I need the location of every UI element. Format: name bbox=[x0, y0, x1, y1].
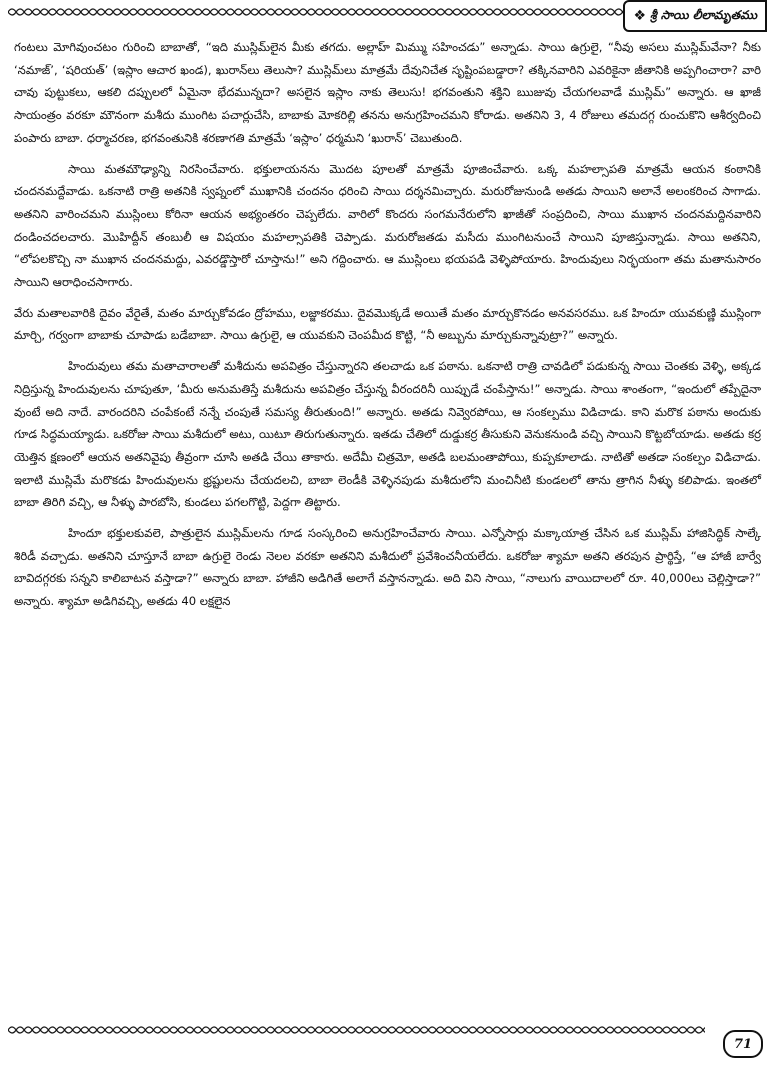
book-title: శ్రీ సాయి లీలామృతము bbox=[650, 7, 757, 22]
page-body bbox=[14, 36, 761, 1018]
ornament-pattern-icon bbox=[8, 6, 655, 18]
book-title-badge bbox=[623, 0, 767, 32]
ornament-pattern-icon bbox=[8, 1024, 705, 1036]
paragraph-4: హిందువులు తమ మతాచారాలతో మశీదును అపవిత్రం చేస్తున్నారని తలచాడు ఒక పఠాను. ఒకనాటి రాత్రి చావడిలో పడుకున్న సాయి చెంతకు వెళ్ళి, అక్కడ నిద్రిస్తున్న హిందువులను చూపుతూ, ‘మీరు అనుమతిస్తే మశీదును అపవిత్రం చేస్తున్న వీరందరినీ యిప్పుడే చంపేస్తాను!” అన్నాడు. సాయి శాంతంగా, “ఇందులో తప్పేదైనా వుంటే అది నాదే. వారందరిని చంపేకంటే నన్నే చంపుతే సమస్య తీరుతుంది!” అన్నారు. అతడు నివ్వెరపోయి, ఆ సంకల్పము విడిచాడు. కాని మరొక పఠాను అందుకు గూడ సిద్ధమయ్యాడు. ఒకరోజు సాయి మశీదులో అటు, యిటూ తిరుగుతున్నారు. ఇతడు చేతిలో దుడ్డుకర్ర తీసుకుని వెనుకనుండి వచ్చి సాయిని కొట్టబోయాడు. అతడు కర్ర యెత్తిన క్షణంలో ఆయన అతనివైపు తీవ్రంగా చూసి అతడి చేయి తాకారు. అదేమీ చిత్రమో, అతడి బలమంతాపోయి, కుప్పకూలాడు. నాటితో అతడా సంకల్పం విడిచాడు. ఇలాటి ముస్లిమే మరొకడు హిందువులను భ్రష్టులను చేయదలచి, బాబా లెండీకి వెళ్ళినపుడు మశీదులోని మంచినీటి కుండలలో తాను త్రాగిన నీళ్ళు కలిపాడు. ఇంతలో బాబా తిరిగి వచ్చి, ఆ నీళ్ళు పారబోసి, కుండలు పగలగొట్టి, పెద్దగా తిట్టారు. bbox=[14, 359, 761, 510]
paragraph-1: గంటలు మోగివుంచటం గురించి బాబాతో, “ఇది ముస్లిమ్‌లైన మీకు తగదు. అల్లాహ్ మిమ్ము సహించడు” అన్నాడు. సాయి ఉగ్రులై, “నీవు అసలు ముస్లిమ్‌వేనా? నీకు ‘నమాజ్’, ‘షరియత్’ (ఇస్లాం ఆచార ఖండ), ఖురాన్‌లు తెలుసా? ముస్లిమ్‌లు మాత్రమే దేవునిచేత సృష్టింపబడ్డారా? తక్కినవారిని ఎవరికైనా జీతానికి అప్పగించారా? వారి చావు పుట్టుకలు, ఆకలి దప్పులలో ఏమైనా భేదమున్నదా? అసలైన ఇస్లాం నాకు తెలుసు! భగవంతుని శక్తిని ఋజువు చేయగలవాడే ముస్లిమ్” అన్నారు. ఆ ఖాజీ సాయంత్రం వరకూ మౌనంగా మశీదు ముంగిట పచార్లుచేసి, బాబాకు మోకరిల్లి తనను అనుగ్రహించమని కోరాడు. అతనిని 3, 4 రోజులు తమదగ్గ రుంచుకొని ఆశీర్వదించి పంపారు బాబా. ధర్మాచరణ, భగవంతునికి శరణాగతి మాత్రమే ‘ఇస్లాం’ ధర్మమని ‘ఖురాన్’ చెబుతుంది. bbox=[14, 40, 761, 145]
top-ornamental-border bbox=[8, 6, 655, 18]
paragraph-3: వేరు మతాలవారికి దైవం వేరైతే, మతం మార్చుకోవడం ద్రోహము, లజ్జాకరము. దైవమొక్కడే అయితే మతం మార్చుకొనడం అనవసరము. ఒక హిందూ యువకుణ్ణి ముస్లింగా మార్చి, గర్వంగా బాబాకు చూపాడు బడేబాబా. సాయి ఉగ్రులై, ఆ యువకుని చెంపమీద కొట్టి, “నీ అబ్బును మార్చుకున్నావుట్రా?” అన్నారు. bbox=[14, 305, 761, 343]
page-number: 71 bbox=[723, 1030, 763, 1058]
paragraph-2: సాయి మతమౌఢ్యాన్ని నిరసించేవారు. భక్తులాయనను మొదట పూలతో మాత్రమే పూజించేవారు. ఒక్క మహల్సాపతి మాత్రమే ఆయన కంఠానికి చందనమద్దేవాడు. ఒకనాటి రాత్రి అతనికి స్వప్నంలో ముఖానికి చందనం ధరించి సాయి దర్శనమిచ్చారు. మరురోజునుండి అతడు సాయిని అలానే అలంకరించ సాగాడు. అతనిని వారించమని ముస్లింలు కోరినా ఆయన అభ్యంతరం చెప్పలేదు. వారిలో కొందరు సంగమనేరులోని ఖాజీతో సంప్రదించి, సాయి ముఖాన చందనమద్దినవారిని దండించదలచారు. మొహిద్దీన్ తంబులీ ఆ విషయం మహల్సాపతికి చెప్పాడు. మరురోజతడు మసీదు ముంగిటనుంచే సాయిని పూజిస్తున్నాడు. సాయి అతనిని, “లోపలకొచ్చి నా ముఖాన చందనమద్దు, ఎవరడ్డొస్తారో చూస్తాను!” అని గద్దించారు. ఆ ముస్లింలు భయపడి వెళ్ళిపోయారు. హిందువులు నిర్భయంగా తమ మతానుసారం సాయిని ఆరాధించసాగారు. bbox=[14, 161, 761, 290]
bottom-ornamental-border bbox=[8, 1024, 705, 1036]
paragraph-5: హిందూ భక్తులకువలె, పాత్రులైన ముస్లిమ్‌లను గూడ సంస్కరించి అనుగ్రహించేవారు సాయి. ఎన్నోసార్లు మక్కాయాత్ర చేసిన ఒక ముస్లిమ్ హాజిసిద్ధిక్ సాల్కే శిరిడీ వచ్చాడు. అతనిని చూస్తూనే బాబా ఉగ్రులై రెండు నెలల వరకూ అతనిని మశీదులో ప్రవేశించనీయలేదు. ఒకరోజు శ్యామా అతని తరపున ప్రార్థిస్తే, “ఆ హాజీ బార్వే బావిదగ్గరకు సన్నని కాలిబాటన వస్తాడా?” అన్నారు బాబా. హాజీని అడిగితే అలాగే వస్తానన్నాడు. అది విని సాయి, “నాలుగు వాయిదాలలో రూ. 40,000లు చెల్లిస్తాడా?” అన్నారు. శ్యామా అడిగివచ్చి, అతడు 40 లక్షలైన bbox=[14, 526, 761, 609]
emblem-icon: ❖ bbox=[633, 8, 647, 24]
